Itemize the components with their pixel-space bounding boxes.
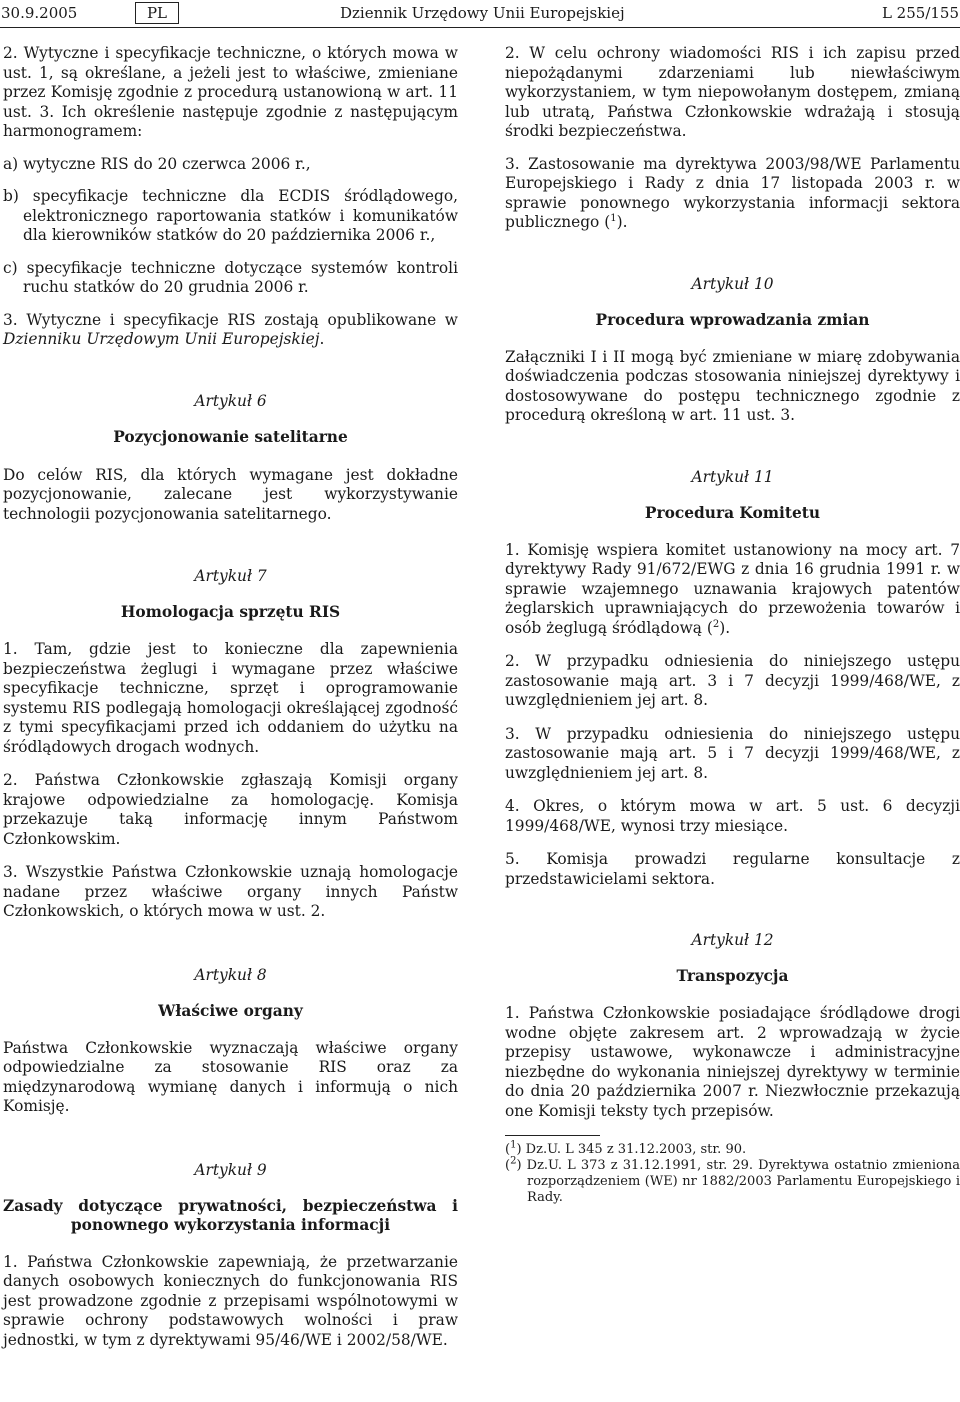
language-code-box: PL xyxy=(135,2,179,24)
header-rule xyxy=(0,27,960,28)
article-7-paragraph-1: 1. Tam, gdzie jest to konieczne dla zapewnienia bezpieczeństwa żeglugi i wymagane przez właściwe specyfikacje techniczne, sprzęt i oprogramowanie systemu RIS podlegają homologacji określającej zgodność z tymi specyfikacjami przed ich oddaniem do użytku na śródlądowych drogach wodnych. xyxy=(3,640,458,756)
article-9-number: Artykuł 9 xyxy=(194,1160,267,1179)
publication-date: 30.9.2005 xyxy=(1,4,78,22)
article-12-number: Artykuł 12 xyxy=(691,931,774,949)
page-header xyxy=(0,0,960,31)
article-7-title: Homologacja sprzętu RIS xyxy=(120,603,341,621)
article-9-title: Zasady dotyczące prywatności, bezpieczeństwa i ponownego wykorzystania informacji xyxy=(3,1196,458,1234)
article-10-title: Procedura wprowadzania zmian xyxy=(595,310,870,329)
article-7-paragraph-2: 2. Państwa Członkowskie zgłaszają Komisji organy krajowe odpowiedzialne za homologację. Komisja przekazuje taką informację innym Państwom Członkowskim. xyxy=(3,771,458,848)
footnote-ref-2[interactable]: 2 xyxy=(712,618,720,630)
article-9-paragraph-1: 1. Państwa Członkowskie zapewniają, że przetwarzanie danych osobowych koniecznych do funkcjonowania RIS jest prowadzone zgodnie z przepisami wspólnotowymi w sprawie ochrony podstawowych wolności i praw jednostki, w tym z dyrektywami 95/46/WE i 2002/58/WE. xyxy=(3,1252,458,1349)
article-11-paragraph-1: 1. Komisję wspiera komitet ustanowiony na mocy art. 7 dyrektywy Rady 91/672/EWG z dnia 16 grudnia 1991 r. w sprawie wzajemnego uznawania krajowych patentów żeglarskich uprawniających do przewożenia towarów i osób żeglugą śródlądową ($^2$). xyxy=(505,540,960,637)
footnote-1: ($^1$) Dz.U. L 345 z 31.12.2003, str. 90. xyxy=(505,1139,747,1157)
art5-paragraph-2: 2. Wytyczne i specyfikacje techniczne, o których mowa w ust. 1, są określane, a jeżeli jest to właściwe, zmieniane przez Komisję zgodnie z procedurą ustanowioną w art. 11 ust. 3. Ich określenie następuje zgodnie z następującym harmonogramem: xyxy=(3,44,458,140)
page-reference: L 255/155 xyxy=(881,4,959,22)
article-10-text: Załączniki I i II mogą być zmieniane w miarę zdobywania doświadczenia podczas stosowania niniejszej dyrektywy i dostosowywane do postępu technicznego zgodnie z procedurą określoną w art. 11 ust. 3. xyxy=(505,347,960,424)
article-8-title: Właściwe organy xyxy=(158,1001,303,1020)
article-8-text: Państwa Członkowskie wyznaczają właściwe organy odpowiedzialne za stosowanie RIS oraz za międzynarodową wymianę danych i informują o nich Komisję. xyxy=(3,1038,458,1115)
article-7-number: Artykuł 7 xyxy=(194,567,267,585)
article-11-paragraph-5: 5. Komisja prowadzi regularne konsultacje z przedstawicielami sektora. xyxy=(505,850,960,888)
footnote-rule xyxy=(505,1135,600,1136)
article-6-title: Pozycjonowanie satelitarne xyxy=(113,427,348,446)
list-item-a: a) wytyczne RIS do 20 czerwca 2006 r., xyxy=(3,154,311,173)
journal-name-italic: Dzienniku Urzędowym Unii Europejskiej xyxy=(3,330,320,348)
footnote-ref-1[interactable]: 1 xyxy=(610,212,617,224)
article-11-number: Artykuł 11 xyxy=(691,467,774,486)
left-column xyxy=(3,44,458,1350)
article-9-paragraph-3: 3. Zastosowanie ma dyrektywa 2003/98/WE Parlamentu Europejskiego i Rady z dnia 17 listopada 2003 r. w sprawie ponownego wykorzystania informacji sektora publicznego ($^1$). xyxy=(505,154,960,231)
article-11-paragraph-4: 4. Okres, o którym mowa w art. 5 ust. 6 decyzji 1999/468/WE, wynosi trzy miesiące. xyxy=(505,797,960,835)
list-item-c: c) specyfikacje techniczne dotyczące systemów kontroli ruchu statków do 20 grudnia 2006 r. xyxy=(3,258,458,296)
footnote-2: ($^2$) Dz.U. L 373 z 31.12.1991, str. 29. Dyrektywa ostatnio zmieniona rozporządzeniem (WE) nr 1882/2003 Parlamentu Europejskiego i Rady. xyxy=(505,1155,960,1205)
right-column xyxy=(505,44,960,1206)
article-6-text: Do celów RIS, dla których wymagane jest dokładne pozycjonowanie, zalecane jest wykorzystywanie technologii pozycjonowania satelitarnego. xyxy=(3,465,458,523)
list-item-b: b) specyfikacje techniczne dla ECDIS śródlądowego, elektronicznego raportowania statków i komunikatów dla kierowników statków do 20 października 2006 r., xyxy=(3,187,458,244)
article-12-title: Transpozycja xyxy=(676,967,789,985)
article-11-paragraph-2: 2. W przypadku odniesienia do niniejszego ustępu zastosowanie mają art. 3 i 7 decyzji 1999/468/WE, z uwzględnieniem jej art. 8. xyxy=(505,652,960,709)
article-9-paragraph-2: 2. W celu ochrony wiadomości RIS i ich zapisu przed niepożądanymi zdarzeniami lub niewłaściwym wykorzystaniem, w tym niepowołanym dostępem, zmianą lub utratą, Państwa Członkowskie wdrażają i stosują środki bezpieczeństwa. xyxy=(505,44,960,140)
article-12-paragraph-1: 1. Państwa Członkowskie posiadające śródlądowe drogi wodne objęte zakresem art. 2 wprowadzają w życie przepisy ustawowe, wykonawcze i administracyjne niezbędne do wykonania niniejszej dyrektywy w terminie do dnia 20 października 2007 r. Niezwłocznie przekazują one Komisji teksty tych przepisów. xyxy=(505,1004,960,1120)
journal-title: Dziennik Urzędowy Unii Europejskiej xyxy=(340,4,625,22)
article-11-paragraph-3: 3. W przypadku odniesienia do niniejszego ustępu zastosowanie mają art. 5 i 7 decyzji 1999/468/WE, z uwzględnieniem jej art. 8. xyxy=(505,724,960,782)
article-10-number: Artykuł 10 xyxy=(691,274,774,293)
art5-paragraph-3: 3. Wytyczne i specyfikacje RIS zostają opublikowane w Dzienniku Urzędowym Unii Europejskiej. xyxy=(3,310,458,348)
article-6-number: Artykuł 6 xyxy=(194,391,267,410)
article-11-title: Procedura Komitetu xyxy=(644,503,821,522)
article-8-number: Artykuł 8 xyxy=(194,965,267,984)
article-7-paragraph-3: 3. Wszystkie Państwa Członkowskie uznają homologacje nadane przez właściwe organy innych Państw Członkowskich, o których mowa w ust. 2. xyxy=(3,863,458,920)
